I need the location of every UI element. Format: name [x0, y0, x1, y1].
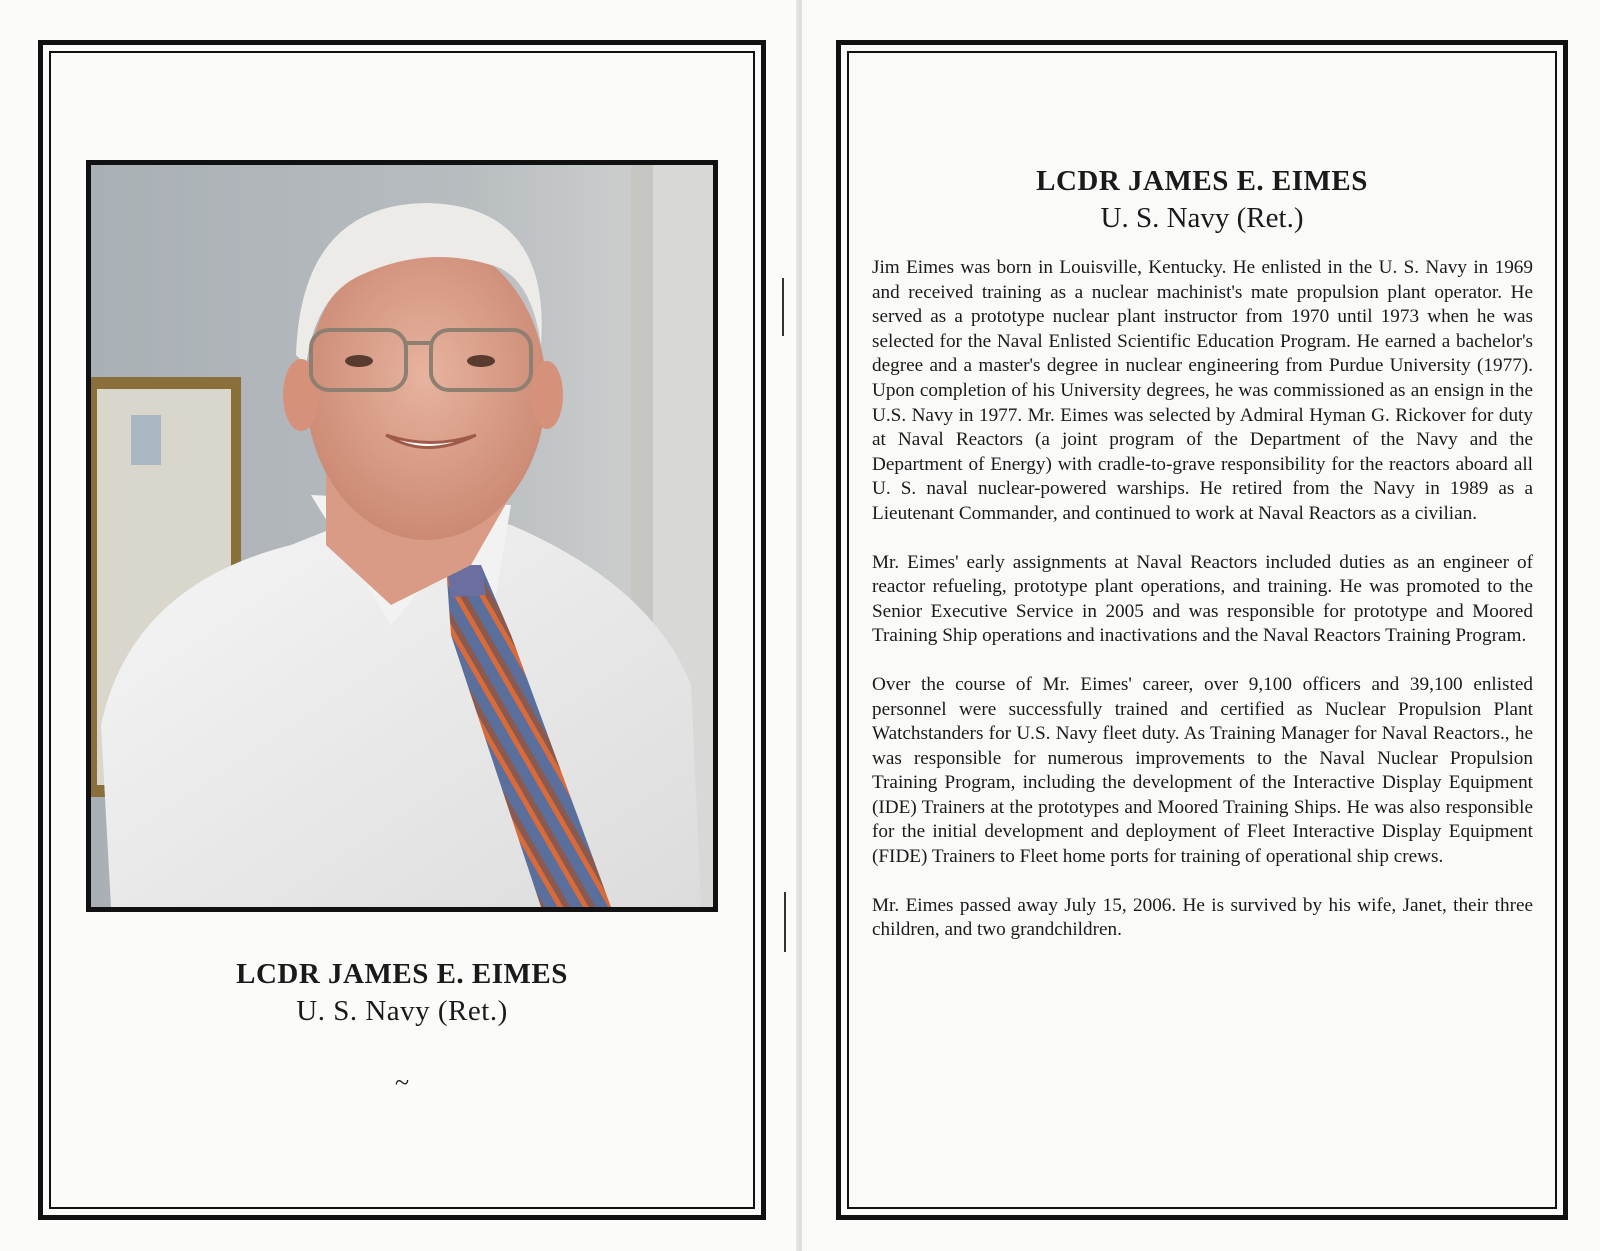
- portrait-illustration: [91, 165, 713, 907]
- bio-paragraph-2: Mr. Eimes' early assignments at Naval Reactors included duties as an engineer of reactor refueling, prototype plant operations, and training. He was promoted to the Senior Executive Service in 2005 and was responsible for prototype and Moored Training Ship operations and inactivations and the Naval Reactors Training Program.: [872, 551, 1533, 647]
- left-page: [0, 0, 798, 1251]
- bio-paragraph-4: Mr. Eimes passed away July 15, 2006. He is survived by his wife, Janet, their three children, and two grandchildren.: [872, 894, 1533, 941]
- ornament-tilde: ~: [394, 1068, 410, 1097]
- staple-mark-bottom: [784, 892, 786, 952]
- bio-paragraph-3: Over the course of Mr. Eimes' career, over 9,100 officers and 39,100 enlisted personnel were successfully trained and certified as Nuclear Propulsion Plant Watchstanders for U.S. Navy fleet duty. As Training Manager for Naval Reactors., he was responsible for numerous improvements to the Naval Nuclear Propulsion Training Program, including the development of the Interactive Display Equipment (IDE) Trainers at the prototypes and Moored Training Ships. He was also responsible for the initial development and deployment of Fleet Interactive Display Equipment (FIDE) Trainers to Fleet home ports for training of operational ship crews.: [872, 673, 1533, 868]
- right-page: [802, 0, 1600, 1251]
- bio-paragraph-1: Jim Eimes was born in Louisville, Kentucky. He enlisted in the U. S. Navy in 1969 and received training as a nuclear machinist's mate propulsion plant operator. He served as a prototype nuclear plant instructor from 1970 until 1973 when he was selected for the Naval Enlisted Scientific Education Program. He earned a bachelor's degree and a master's degree in nuclear engineering from Purdue University (1977). Upon completion of his University degrees, he was commissioned as an ensign in the U.S. Navy in 1977. Mr. Eimes was selected by Admiral Hyman G. Rickover for duty at Naval Reactors (a joint program of the Department of the Navy and the Department of Energy) with cradle-to-grave responsibility for the reactors aboard all U. S. naval nuclear-powered warships. He retired from the Navy in 1989 as a Lieutenant Commander, and continued to work at Naval Reactors as a civilian.: [872, 257, 1533, 524]
- left-rank-subheading: U. S. Navy (Ret.): [296, 995, 508, 1027]
- right-rank-subheading: U. S. Navy (Ret.): [1100, 202, 1304, 234]
- biography: [872, 256, 1533, 967]
- portrait-photo: [86, 160, 718, 912]
- right-name-heading: LCDR JAMES E. EIMES: [1036, 165, 1368, 197]
- staple-mark-top: [782, 278, 784, 336]
- left-name-heading: LCDR JAMES E. EIMES: [236, 958, 568, 990]
